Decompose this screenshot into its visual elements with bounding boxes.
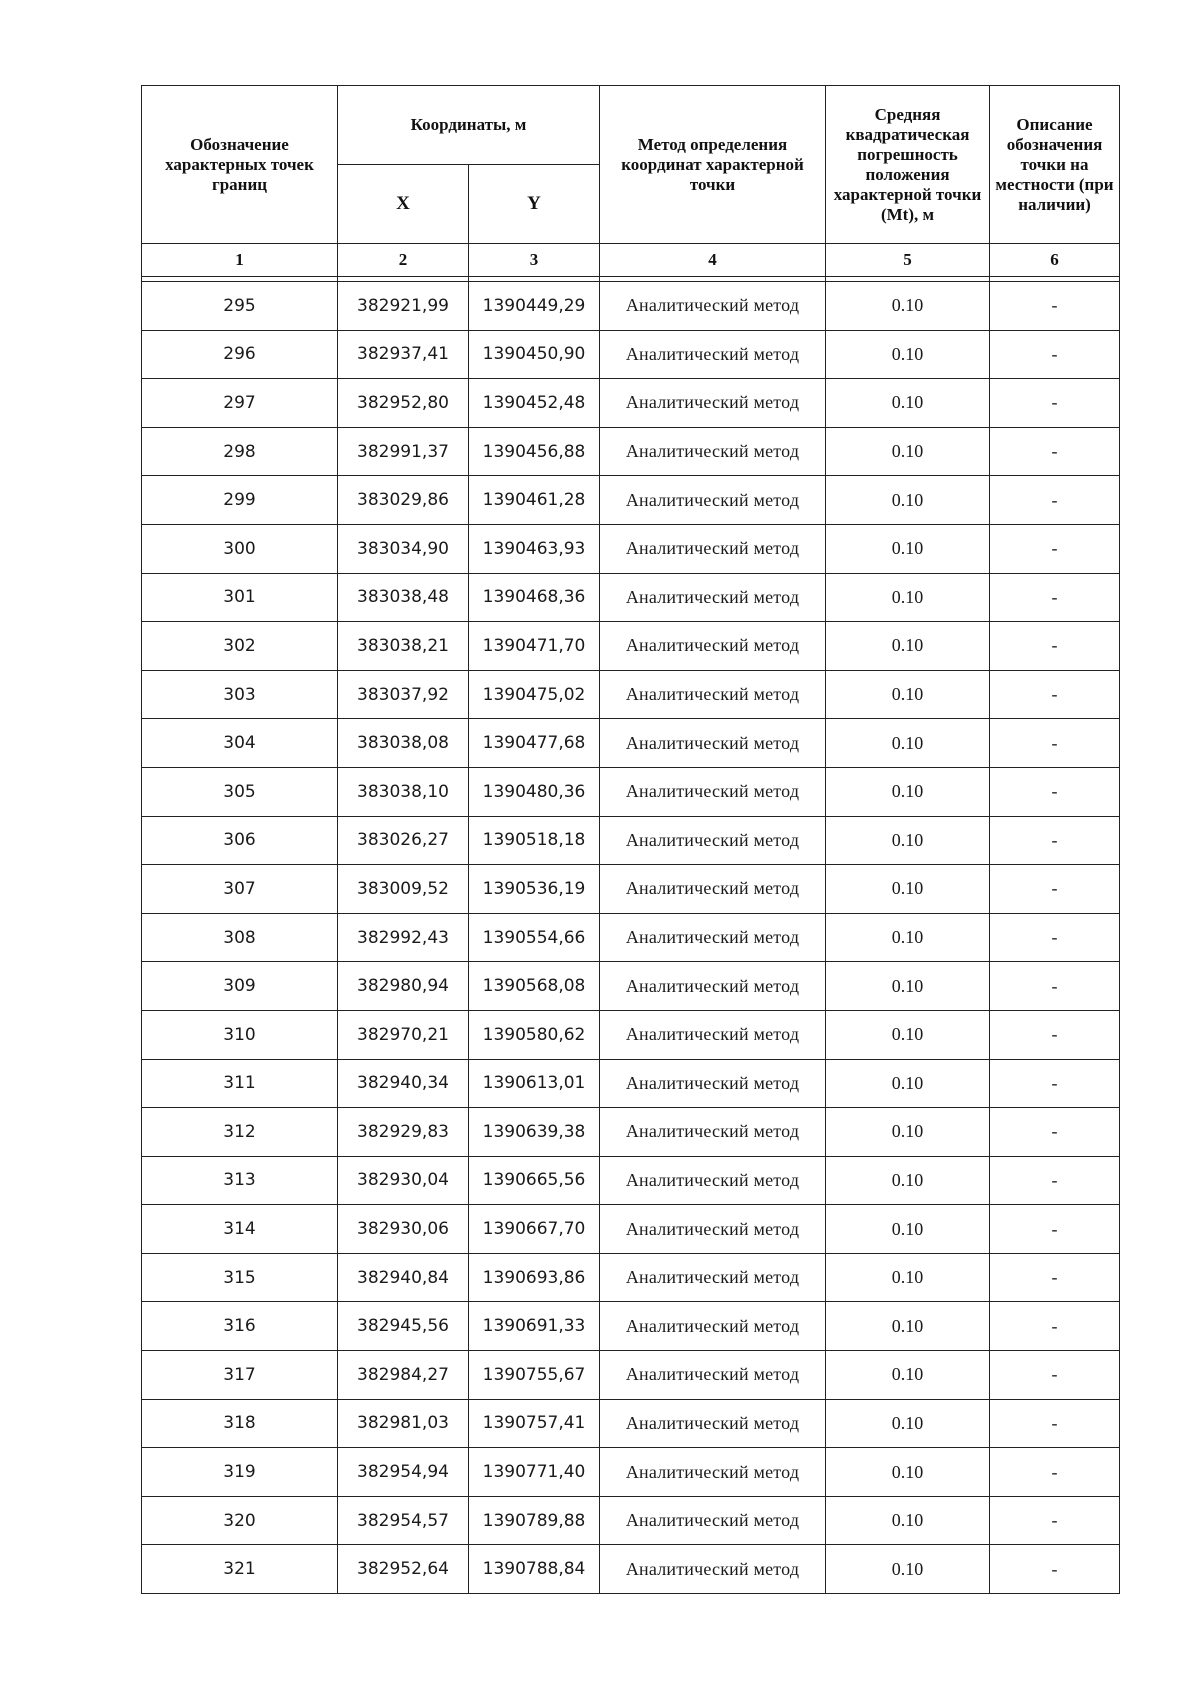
y-coordinate-cell: 1390613,01 <box>469 1059 600 1108</box>
description-cell: - <box>990 1496 1120 1545</box>
point-number-cell: 309 <box>142 962 338 1011</box>
table-row <box>142 1205 1120 1254</box>
y-coordinate-cell: 1390568,08 <box>469 962 600 1011</box>
x-coordinate-cell: 382984,27 <box>338 1351 469 1400</box>
method-cell: Аналитический метод <box>600 573 826 622</box>
x-coordinate-cell: 382940,34 <box>338 1059 469 1108</box>
mean-error-cell: 0.10 <box>826 476 990 525</box>
method-cell: Аналитический метод <box>600 1108 826 1157</box>
point-number-cell: 310 <box>142 1010 338 1059</box>
x-coordinate-cell: 382929,83 <box>338 1108 469 1157</box>
description-cell: - <box>990 670 1120 719</box>
x-coordinate-cell: 382980,94 <box>338 962 469 1011</box>
point-number-cell: 312 <box>142 1108 338 1157</box>
x-coordinate-cell: 383038,10 <box>338 767 469 816</box>
method-cell: Аналитический метод <box>600 427 826 476</box>
y-coordinate-cell: 1390536,19 <box>469 865 600 914</box>
y-coordinate-cell: 1390789,88 <box>469 1496 600 1545</box>
description-cell: - <box>990 573 1120 622</box>
mean-error-cell: 0.10 <box>826 330 990 379</box>
table-row <box>142 573 1120 622</box>
description-cell: - <box>990 476 1120 525</box>
point-number-cell: 320 <box>142 1496 338 1545</box>
y-coordinate-cell: 1390449,29 <box>469 282 600 331</box>
description-cell: - <box>990 767 1120 816</box>
y-coordinate-cell: 1390475,02 <box>469 670 600 719</box>
y-coordinate-cell: 1390450,90 <box>469 330 600 379</box>
header-point-designation: Обозначение характерных точек границ <box>142 86 338 244</box>
x-coordinate-cell: 383038,48 <box>338 573 469 622</box>
x-coordinate-cell: 382937,41 <box>338 330 469 379</box>
point-number-cell: 305 <box>142 767 338 816</box>
header-coordinates: Координаты, м <box>338 86 600 165</box>
y-coordinate-cell: 1390554,66 <box>469 913 600 962</box>
mean-error-cell: 0.10 <box>826 913 990 962</box>
method-cell: Аналитический метод <box>600 1059 826 1108</box>
table-row <box>142 1545 1120 1594</box>
table-row <box>142 816 1120 865</box>
method-cell: Аналитический метод <box>600 913 826 962</box>
method-cell: Аналитический метод <box>600 379 826 428</box>
table-row <box>142 1253 1120 1302</box>
y-coordinate-cell: 1390691,33 <box>469 1302 600 1351</box>
method-cell: Аналитический метод <box>600 816 826 865</box>
description-cell: - <box>990 1205 1120 1254</box>
table-row <box>142 622 1120 671</box>
table-row <box>142 524 1120 573</box>
description-cell: - <box>990 962 1120 1011</box>
header-mean-square-error: Средняя квадратическая погрешность положения характерной точки (Mt), м <box>826 86 990 244</box>
description-cell: - <box>990 282 1120 331</box>
description-cell: - <box>990 524 1120 573</box>
point-number-cell: 302 <box>142 622 338 671</box>
column-number: 4 <box>600 244 826 277</box>
y-coordinate-cell: 1390477,68 <box>469 719 600 768</box>
table-row <box>142 865 1120 914</box>
mean-error-cell: 0.10 <box>826 379 990 428</box>
method-cell: Аналитический метод <box>600 282 826 331</box>
description-cell: - <box>990 1108 1120 1157</box>
method-cell: Аналитический метод <box>600 719 826 768</box>
mean-error-cell: 0.10 <box>826 1545 990 1594</box>
y-coordinate-cell: 1390693,86 <box>469 1253 600 1302</box>
point-number-cell: 299 <box>142 476 338 525</box>
point-number-cell: 303 <box>142 670 338 719</box>
description-cell: - <box>990 1059 1120 1108</box>
y-coordinate-cell: 1390471,70 <box>469 622 600 671</box>
point-number-cell: 321 <box>142 1545 338 1594</box>
mean-error-cell: 0.10 <box>826 1253 990 1302</box>
y-coordinate-cell: 1390788,84 <box>469 1545 600 1594</box>
mean-error-cell: 0.10 <box>826 1010 990 1059</box>
description-cell: - <box>990 427 1120 476</box>
mean-error-cell: 0.10 <box>826 427 990 476</box>
table-row <box>142 1448 1120 1497</box>
y-coordinate-cell: 1390463,93 <box>469 524 600 573</box>
mean-error-cell: 0.10 <box>826 573 990 622</box>
column-number: 5 <box>826 244 990 277</box>
method-cell: Аналитический метод <box>600 1351 826 1400</box>
method-cell: Аналитический метод <box>600 962 826 1011</box>
boundary-points-table <box>141 85 1120 1594</box>
header-method: Метод определения координат характерной точки <box>600 86 826 244</box>
point-number-cell: 311 <box>142 1059 338 1108</box>
table-body <box>142 282 1120 1594</box>
mean-error-cell: 0.10 <box>826 962 990 1011</box>
mean-error-cell: 0.10 <box>826 1399 990 1448</box>
description-cell: - <box>990 865 1120 914</box>
x-coordinate-cell: 383038,08 <box>338 719 469 768</box>
mean-error-cell: 0.10 <box>826 1448 990 1497</box>
column-number: 1 <box>142 244 338 277</box>
y-coordinate-cell: 1390452,48 <box>469 379 600 428</box>
table-row <box>142 330 1120 379</box>
description-cell: - <box>990 913 1120 962</box>
point-number-cell: 297 <box>142 379 338 428</box>
header-x: X <box>338 165 469 244</box>
table-row <box>142 767 1120 816</box>
description-cell: - <box>990 816 1120 865</box>
point-number-cell: 307 <box>142 865 338 914</box>
point-number-cell: 300 <box>142 524 338 573</box>
x-coordinate-cell: 382954,57 <box>338 1496 469 1545</box>
x-coordinate-cell: 382930,06 <box>338 1205 469 1254</box>
mean-error-cell: 0.10 <box>826 524 990 573</box>
method-cell: Аналитический метод <box>600 476 826 525</box>
method-cell: Аналитический метод <box>600 524 826 573</box>
y-coordinate-cell: 1390757,41 <box>469 1399 600 1448</box>
mean-error-cell: 0.10 <box>826 1351 990 1400</box>
y-coordinate-cell: 1390639,38 <box>469 1108 600 1157</box>
table-row <box>142 379 1120 428</box>
y-coordinate-cell: 1390667,70 <box>469 1205 600 1254</box>
x-coordinate-cell: 382981,03 <box>338 1399 469 1448</box>
header-y: Y <box>469 165 600 244</box>
table-row <box>142 476 1120 525</box>
table-row <box>142 427 1120 476</box>
mean-error-cell: 0.10 <box>826 282 990 331</box>
y-coordinate-cell: 1390771,40 <box>469 1448 600 1497</box>
table-row <box>142 719 1120 768</box>
description-cell: - <box>990 379 1120 428</box>
point-number-cell: 301 <box>142 573 338 622</box>
mean-error-cell: 0.10 <box>826 1205 990 1254</box>
description-cell: - <box>990 1302 1120 1351</box>
mean-error-cell: 0.10 <box>826 1496 990 1545</box>
point-number-cell: 313 <box>142 1156 338 1205</box>
method-cell: Аналитический метод <box>600 670 826 719</box>
description-cell: - <box>990 1010 1120 1059</box>
description-cell: - <box>990 1253 1120 1302</box>
table-row <box>142 1010 1120 1059</box>
method-cell: Аналитический метод <box>600 1448 826 1497</box>
point-number-cell: 317 <box>142 1351 338 1400</box>
x-coordinate-cell: 382970,21 <box>338 1010 469 1059</box>
point-number-cell: 315 <box>142 1253 338 1302</box>
point-number-cell: 295 <box>142 282 338 331</box>
method-cell: Аналитический метод <box>600 1205 826 1254</box>
mean-error-cell: 0.10 <box>826 622 990 671</box>
point-number-cell: 298 <box>142 427 338 476</box>
y-coordinate-cell: 1390456,88 <box>469 427 600 476</box>
x-coordinate-cell: 382940,84 <box>338 1253 469 1302</box>
x-coordinate-cell: 382952,80 <box>338 379 469 428</box>
x-coordinate-cell: 382952,64 <box>338 1545 469 1594</box>
table-row <box>142 1302 1120 1351</box>
y-coordinate-cell: 1390468,36 <box>469 573 600 622</box>
method-cell: Аналитический метод <box>600 1156 826 1205</box>
x-coordinate-cell: 382991,37 <box>338 427 469 476</box>
y-coordinate-cell: 1390480,36 <box>469 767 600 816</box>
x-coordinate-cell: 383009,52 <box>338 865 469 914</box>
description-cell: - <box>990 1448 1120 1497</box>
mean-error-cell: 0.10 <box>826 1059 990 1108</box>
point-number-cell: 308 <box>142 913 338 962</box>
method-cell: Аналитический метод <box>600 622 826 671</box>
method-cell: Аналитический метод <box>600 1545 826 1594</box>
y-coordinate-cell: 1390665,56 <box>469 1156 600 1205</box>
method-cell: Аналитический метод <box>600 330 826 379</box>
description-cell: - <box>990 1399 1120 1448</box>
x-coordinate-cell: 383026,27 <box>338 816 469 865</box>
mean-error-cell: 0.10 <box>826 719 990 768</box>
point-number-cell: 319 <box>142 1448 338 1497</box>
description-cell: - <box>990 1351 1120 1400</box>
column-number: 3 <box>469 244 600 277</box>
table-row <box>142 670 1120 719</box>
x-coordinate-cell: 382945,56 <box>338 1302 469 1351</box>
x-coordinate-cell: 382930,04 <box>338 1156 469 1205</box>
x-coordinate-cell: 383038,21 <box>338 622 469 671</box>
method-cell: Аналитический метод <box>600 1399 826 1448</box>
table-row <box>142 1399 1120 1448</box>
point-number-cell: 316 <box>142 1302 338 1351</box>
description-cell: - <box>990 622 1120 671</box>
table-row <box>142 282 1120 331</box>
table-row <box>142 1059 1120 1108</box>
description-cell: - <box>990 330 1120 379</box>
point-number-cell: 304 <box>142 719 338 768</box>
point-number-cell: 314 <box>142 1205 338 1254</box>
table-row <box>142 1496 1120 1545</box>
x-coordinate-cell: 382954,94 <box>338 1448 469 1497</box>
table-row <box>142 962 1120 1011</box>
x-coordinate-cell: 382921,99 <box>338 282 469 331</box>
mean-error-cell: 0.10 <box>826 767 990 816</box>
y-coordinate-cell: 1390580,62 <box>469 1010 600 1059</box>
x-coordinate-cell: 383029,86 <box>338 476 469 525</box>
table-header <box>142 86 1120 282</box>
description-cell: - <box>990 1156 1120 1205</box>
table-row <box>142 1108 1120 1157</box>
point-number-cell: 306 <box>142 816 338 865</box>
method-cell: Аналитический метод <box>600 767 826 816</box>
x-coordinate-cell: 383034,90 <box>338 524 469 573</box>
header-point-description: Описание обозначения точки на местности (при наличии) <box>990 86 1120 244</box>
mean-error-cell: 0.10 <box>826 816 990 865</box>
mean-error-cell: 0.10 <box>826 1302 990 1351</box>
description-cell: - <box>990 719 1120 768</box>
mean-error-cell: 0.10 <box>826 1156 990 1205</box>
method-cell: Аналитический метод <box>600 1302 826 1351</box>
column-number: 6 <box>990 244 1120 277</box>
y-coordinate-cell: 1390461,28 <box>469 476 600 525</box>
method-cell: Аналитический метод <box>600 1253 826 1302</box>
method-cell: Аналитический метод <box>600 865 826 914</box>
x-coordinate-cell: 382992,43 <box>338 913 469 962</box>
mean-error-cell: 0.10 <box>826 670 990 719</box>
point-number-cell: 318 <box>142 1399 338 1448</box>
mean-error-cell: 0.10 <box>826 865 990 914</box>
description-cell: - <box>990 1545 1120 1594</box>
table-row <box>142 913 1120 962</box>
table-row <box>142 1351 1120 1400</box>
y-coordinate-cell: 1390518,18 <box>469 816 600 865</box>
column-number: 2 <box>338 244 469 277</box>
mean-error-cell: 0.10 <box>826 1108 990 1157</box>
table-row <box>142 1156 1120 1205</box>
method-cell: Аналитический метод <box>600 1010 826 1059</box>
x-coordinate-cell: 383037,92 <box>338 670 469 719</box>
method-cell: Аналитический метод <box>600 1496 826 1545</box>
point-number-cell: 296 <box>142 330 338 379</box>
y-coordinate-cell: 1390755,67 <box>469 1351 600 1400</box>
